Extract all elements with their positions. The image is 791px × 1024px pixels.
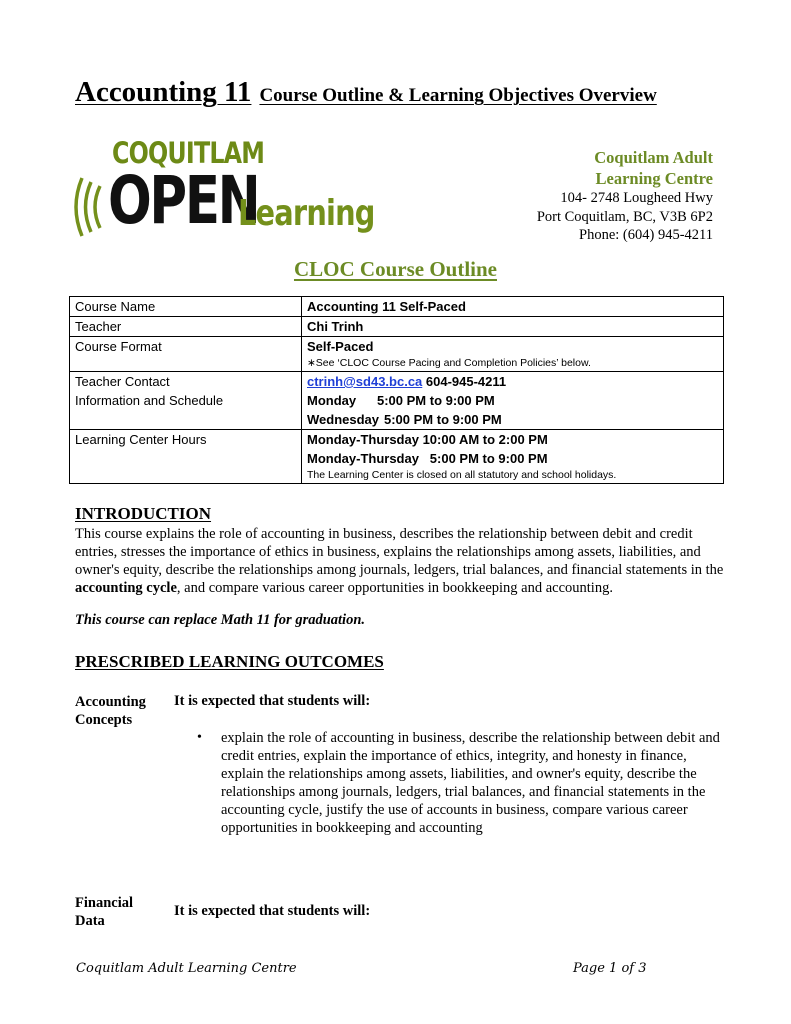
footer-page-number: Page 1 of 3 — [573, 961, 647, 976]
teacher-contact-cell — [302, 372, 724, 430]
city-address: Port Coquitlam, BC, V3B 6P2 — [536, 208, 713, 225]
teacher-label: Teacher — [70, 317, 302, 337]
logo-learning-text: Learning — [238, 193, 375, 234]
course-format-cell — [302, 337, 724, 372]
course-name-value: Accounting 11 Self-Paced — [302, 297, 724, 317]
document-title — [75, 76, 715, 109]
street-address: 104- 2748 Lougheed Hwy — [560, 190, 713, 206]
outcome-bullet-text: explain the role of accounting in business, describe the relationship between debit and credit entries, explain the importance of ethics, integrity, and honesty in finance, explain the relationships among assets, liabilities, and owner's equity, describe the relationships among journals, ledgers, trial balances, and financial statements in the accounting cycle, justify the use of accounts in business, compare various career opportunities in bookkeeping and accounting — [221, 730, 720, 836]
outcomes-heading: PRESCRIBED LEARNING OUTCOMES — [75, 652, 384, 671]
section-1-intro: It is expected that students will: — [174, 693, 371, 709]
course-format-label: Course Format — [70, 337, 302, 372]
broadcast-arcs-icon — [70, 174, 112, 240]
course-format-note: ∗See ‘CLOC Course Pacing and Completion Policies’ below. — [307, 357, 591, 369]
teacher-email-link[interactable]: ctrinh@sd43.bc.ca — [307, 374, 423, 389]
course-format-value: Self-Paced — [307, 339, 374, 354]
teacher-phone: 604-945-4211 — [422, 374, 507, 389]
logo-open-text: OPEN — [108, 162, 259, 239]
org-name-line-2: Learning Centre — [595, 169, 713, 188]
coquitlam-open-learning-logo — [70, 136, 375, 246]
course-name-label: Course Name — [70, 297, 302, 317]
table-row — [70, 317, 724, 337]
bullet-icon: • — [197, 730, 202, 745]
teacher-value: Chi Trinh — [302, 317, 724, 337]
hours-daytime: Monday-Thursday 10:00 AM to 2:00 PM — [307, 432, 548, 447]
graduation-note: This course can replace Math 11 for graduation. — [75, 612, 366, 628]
section-label-financial-data: Financial Data — [75, 895, 134, 929]
school-address — [537, 147, 713, 245]
learning-center-hours-label: Learning Center Hours — [70, 430, 302, 484]
outline-heading: CLOC Course Outline — [293, 257, 497, 281]
course-info-table — [69, 296, 724, 484]
introduction-heading: INTRODUCTION — [75, 504, 212, 523]
schedule-monday: Monday 5:00 PM to 9:00 PM — [307, 393, 495, 408]
schedule-wednesday: Wednesday 5:00 PM to 9:00 PM — [307, 412, 502, 427]
footer-school-name: Coquitlam Adult Learning Centre — [76, 961, 297, 976]
hours-evening: Monday-Thursday 5:00 PM to 9:00 PM — [307, 451, 548, 466]
section-label-accounting-concepts: Accounting Concepts — [75, 694, 146, 728]
table-row — [70, 337, 724, 372]
section-2-intro: It is expected that students will: — [174, 903, 371, 919]
table-row — [70, 430, 724, 484]
course-title: Accounting 11 — [75, 76, 252, 108]
learning-center-hours-cell — [302, 430, 724, 484]
table-row — [70, 297, 724, 317]
document-subtitle: Course Outline & Learning Objectives Overview — [259, 85, 657, 106]
logo-coquitlam-text: COQUITLAM — [112, 136, 265, 170]
holiday-note: The Learning Center is closed on all statutory and school holidays. — [307, 469, 617, 481]
table-row — [70, 372, 724, 430]
introduction-paragraph: This course explains the role of accounting in business, describes the relationship between debit and credit entries, stresses the importance of ethics in business, explains the relationships among assets, liabilities, and owner's equity, describe the relationships among journals, ledgers, trial balances, and financial statements in the accounting cycle, and compare various career opportunities in bookkeeping and accounting. — [75, 526, 724, 596]
org-name-line-1: Coquitlam Adult — [594, 148, 713, 167]
phone-number: Phone: (604) 945-4211 — [579, 227, 713, 243]
teacher-contact-label: Teacher Contact Information and Schedule — [70, 372, 302, 430]
